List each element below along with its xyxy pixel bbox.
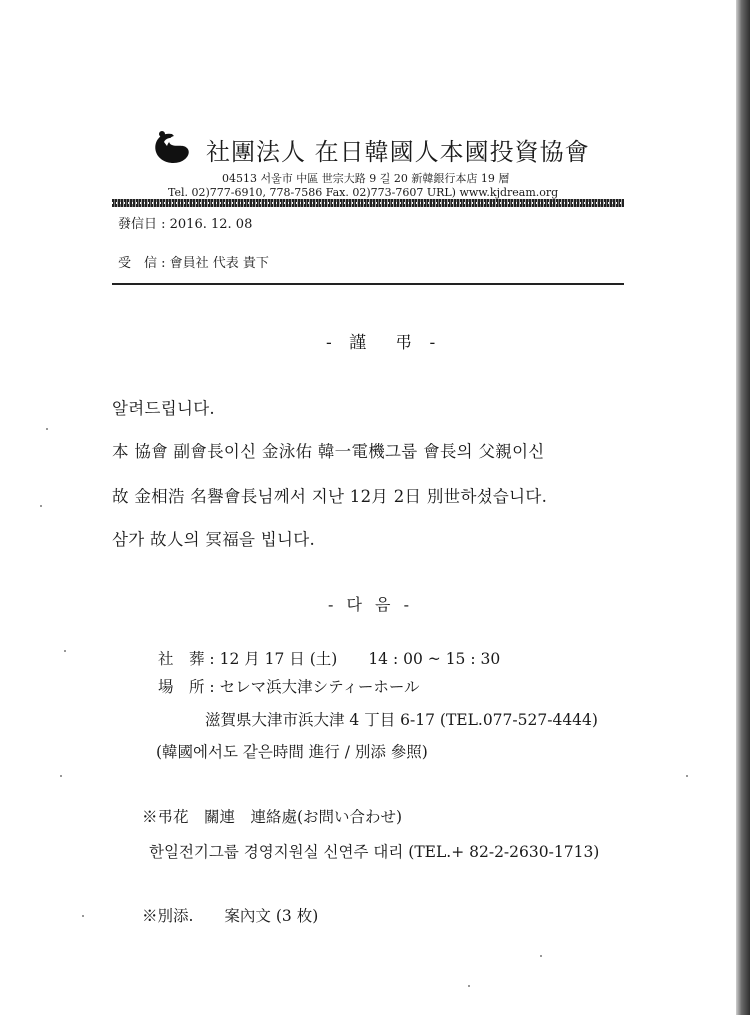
scan-speck [82, 915, 84, 917]
body-line-3: 故 金相浩 名譽會長님께서 지난 12月 2日 別世하셨습니다. [112, 487, 548, 506]
organization-contact: Tel. 02)777-6910, 778-7586 Fax. 02)773-7607 URL) www.kjdream.org [168, 186, 559, 199]
body-line-2: 本 協會 副會長이신 金泳佑 韓一電機그룹 會長의 父親이신 [112, 442, 545, 461]
scan-speck [46, 428, 48, 430]
recipient: 受 信 : 會員社 代表 貴下 [118, 256, 269, 271]
funeral-schedule: 社 葬 : 12 月 17 日 (土) 14 : 00 ~ 15 : 30 [158, 650, 501, 668]
scan-speck [64, 650, 66, 652]
next-heading: - 다 음 - [328, 595, 413, 614]
header-rule [112, 283, 624, 285]
organization-name: 社團法人 在日韓國人本國投資協會 [206, 138, 590, 166]
funeral-place: 場 所 : セレマ浜大津シティーホール [158, 678, 420, 696]
flower-contact-heading: ※弔花 關連 連絡處(お問い合わせ) [142, 808, 403, 826]
scan-edge [736, 0, 750, 1015]
body-line-4: 삼가 故人의 冥福을 빕니다. [112, 530, 316, 549]
document-title: - 謹 弔 - [326, 333, 442, 353]
body-line-1: 알려드립니다. [112, 399, 215, 418]
letterhead-divider [112, 199, 624, 207]
scan-speck [468, 985, 470, 987]
organization-address: 04513 서울市 中區 世宗大路 9 길 20 新韓銀行本店 19 層 [222, 172, 510, 185]
scan-speck [540, 955, 542, 957]
scan-speck [60, 775, 62, 777]
scan-speck [686, 775, 688, 777]
contact-person: 한일전기그룹 경영지원실 신연주 대리 (TEL.+ 82-2-2630-1713) [149, 843, 600, 861]
funeral-place-address: 滋賀県大津市浜大津 4 丁目 6-17 (TEL.077-527-4444) [205, 711, 598, 729]
korea-session-note: (韓國에서도 같은時間 進行 / 別添 參照) [156, 743, 428, 761]
sent-date: 發信日 : 2016. 12. 08 [118, 217, 253, 232]
attachment-note: ※別添. 案內文 (3 枚) [142, 907, 319, 925]
scan-speck [40, 505, 42, 507]
association-logo-icon [150, 128, 192, 168]
